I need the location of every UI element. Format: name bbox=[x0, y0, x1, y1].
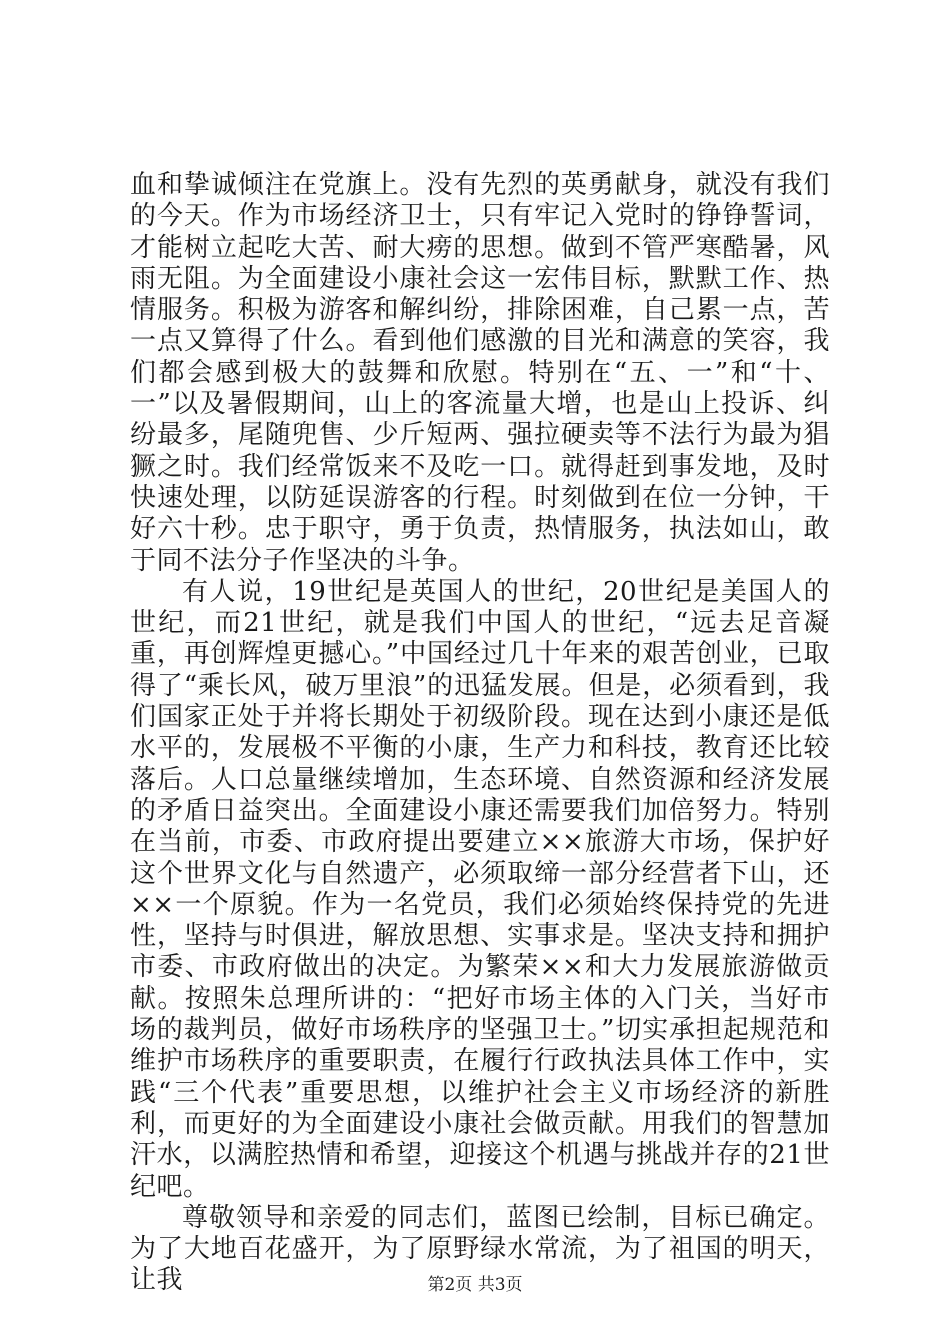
document-body bbox=[130, 170, 830, 1297]
paragraph-2: 有人说，19世纪是英国人的世纪，20世纪是美国人的世纪，而21世纪，就是我们中国人的世纪，“远去足音凝重，再创辉煌更撼心。”中国经过几十年来的艰苦创业，已取得了“乘长风，破万里浪”的迅猛发展。但是，必须看到，我们国家正处于并将长期处于初级阶段。现在达到小康还是低水平的，发展极不平衡的小康，生产力和科技，教育还比较落后。人口总量继续增加，生态环境、自然资源和经济发展的矛盾日益突出。全面建设小康还需要我们加倍努力。特别在当前，市委、市政府提出要建立××旅游大市场，保护好这个世界文化与自然遗产，必须取缔一部分经营者下山，还××一个原貌。作为一名党员，我们必须始终保持党的先进性，坚持与时俱进，解放思想、实事求是。坚决支持和拥护市委、市政府做出的决定。为繁荣××和大力发展旅游做贡献。按照朱总理所讲的：“把好市场主体的入门关，当好市场的裁判员，做好市场秩序的坚强卫士。”切实承担起规范和维护市场秩序的重要职责，在履行行政执法具体工作中，实践“三个代表”重要思想，以维护社会主义市场经济的新胜利，而更好的为全面建设小康社会做贡献。用我们的智慧加汗水，以满腔热情和希望，迎接这个机遇与挑战并存的21世纪吧。 bbox=[130, 576, 830, 1202]
paragraph-3: 尊敬领导和亲爱的同志们，蓝图已绘制，目标已确定。为了大地百花盛开，为了原野绿水常流，为了祖国的明天，让我 bbox=[130, 1202, 830, 1296]
page-number-footer: 第2页 共3页 bbox=[427, 1275, 523, 1295]
paragraph-1: 血和挚诚倾注在党旗上。没有先烈的英勇献身，就没有我们的今天。作为市场经济卫士，只有牢记入党时的铮铮誓词，才能树立起吃大苦、耐大痨的思想。做到不管严寒酷暑，风雨无阻。为全面建设小康社会这一宏伟目标，默默工作、热情服务。积极为游客和解纠纷，排除困难，自己累一点，苦一点又算得了什么。看到他们感激的目光和满意的笑容，我们都会感到极大的鼓舞和欣慰。特别在“五、一”和“十、一”以及暑假期间，山上的客流量大增，也是山上投诉、纠纷最多，尾随兜售、少斤短两、强拉硬卖等不法行为最为猖獗之时。我们经常饭来不及吃一口。就得赶到事发地，及时快速处理，以防延误游客的行程。时刻做到在位一分钟，干好六十秒。忠于职守，勇于负责，热情服务，执法如山，敢于同不法分子作坚决的斗争。 bbox=[130, 170, 830, 576]
